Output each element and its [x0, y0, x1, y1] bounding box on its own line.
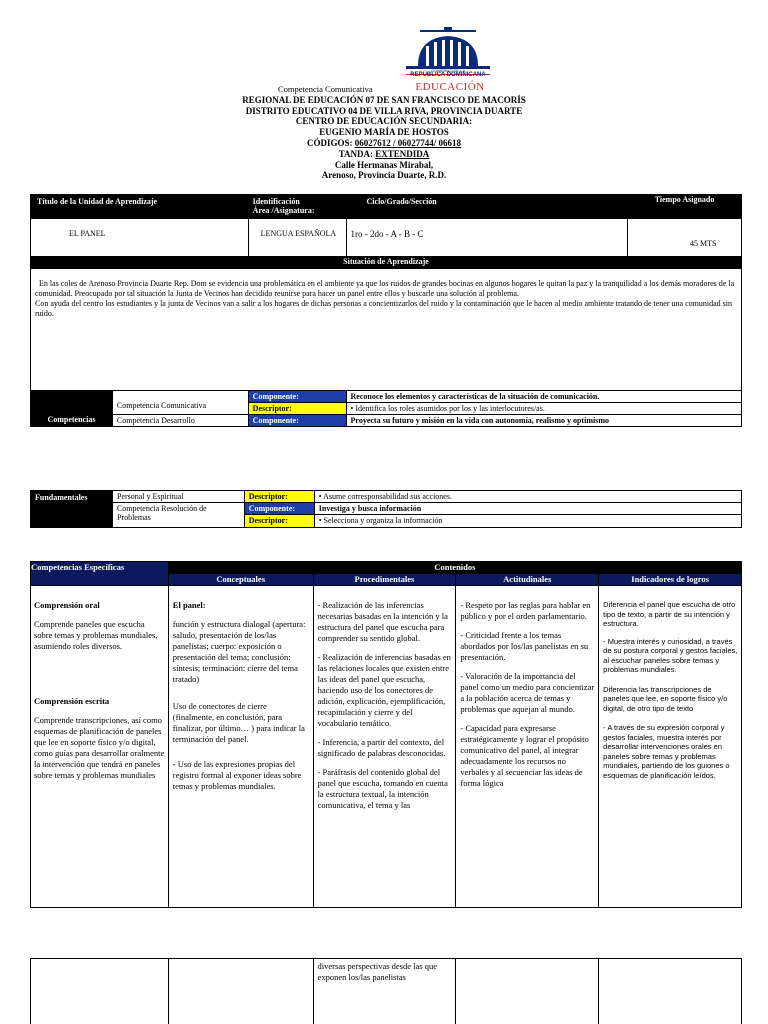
competencias-c1: Competencia Comunicativa: [112, 391, 248, 415]
esp-escrita-text: Comprende transcripciones, así como esquemas de planificación de paneles que lee en soporte físico y/o digital, como guías para desarrollar oralmente la intervención que tendrá en paneles sobre temas y problemas mundiales: [34, 715, 165, 780]
act-p2: - Criticidad frente a los temas abordados por los/las panelistas en su presentación.: [460, 630, 589, 662]
esp-title-escrita: Comprensión escrita: [34, 696, 110, 706]
cont-especificas: [31, 959, 169, 1024]
comp-row3: Proyecta su futuro y misión en la vida con autonomía, realismo y optimismo: [346, 415, 741, 427]
unit-title: EL PANEL: [31, 219, 249, 257]
pro-p4: - Paráfrasis del contenido global del panel que escucha, tomando en cuenta la estructura textual, la intención comunicativa, el tema y las: [317, 767, 448, 810]
unit-table: [30, 194, 742, 427]
conceptuales-cell: [168, 586, 313, 908]
logo-ministry: EDUCACIÓN: [415, 81, 485, 93]
fund-desc-label-2: Descriptor:: [244, 515, 314, 528]
header-actitudinales: Actitudinales: [456, 574, 599, 586]
esp-title-oral: Comprensión oral: [34, 600, 100, 610]
header-distrito: DISTRITO EDUCATIVO 04 DE VILLA RIVA, PROVINCIA DUARTE: [245, 105, 523, 116]
header-centro: CENTRO DE EDUCACIÓN SECUNDARIA:: [295, 116, 473, 127]
cont-indicadores: [599, 959, 742, 1024]
procedimentales-cell: [313, 586, 456, 908]
fundamentales-c1: Personal y Espiritual: [112, 491, 244, 503]
situacion-body: [31, 269, 742, 391]
continuation-table: [30, 958, 742, 1024]
cont-procedimentales: diversas perspectivas desde las que exponen los/las panelistas: [313, 959, 456, 1024]
header-tiempo: Tiempo Asignado: [628, 195, 742, 219]
situacion-header: Situación de Aprendizaje: [31, 257, 742, 269]
fund-comp-label: Componente:: [244, 503, 314, 515]
con-title: El panel:: [172, 600, 206, 610]
contenidos-table: [30, 561, 742, 908]
fund-row3: • Selecciona y organiza la información: [314, 515, 741, 528]
header-identification: Identificación Área /Asignatura:: [248, 195, 346, 219]
comp-row1: Reconoce los elementos y características de la situación de comunicación.: [346, 391, 741, 403]
fund-row2: Investiga y busca información: [314, 503, 741, 515]
header-conceptuales: Conceptuales: [168, 574, 313, 586]
unit-ciclo: 1ro - 2do - A - B - C: [346, 219, 628, 257]
act-p1: - Respeto por las reglas para hablar en público y por el orden parlamentario.: [460, 600, 591, 621]
header-street: Calle Hermanas Mirabal,: [334, 159, 434, 170]
competencias-label: Competencias: [31, 391, 113, 427]
ind-p1: Diferencia el panel que escucha de otro tipo de texto, a partir de su intención y estructura.: [603, 600, 736, 628]
unit-tiempo: 45 MTS: [628, 219, 742, 257]
comp-row2: • Identifica los roles asumidos por los y las interlocutores/as.: [346, 403, 741, 415]
header-regional: REGIONAL DE EDUCACIÓN 07 DE SAN FRANCISCO DE MACORÍS: [242, 94, 526, 105]
header-contenidos: Contenidos: [168, 562, 741, 574]
pro-p2: - Realización de inferencias basadas en las relaciones locales que existen entre las ideas del panel que escucha, haciendo uso de los conectores de adición, explicación, ejemplificación, recapitulación y cierre y del vocabulario temático.: [317, 652, 451, 728]
header-procedimentales: Procedimentales: [313, 574, 456, 586]
comp-label-2: Componente:: [248, 415, 346, 427]
pro-p3: - Inferencia, a partir del contexto, del significado de palabras desconocidas.: [317, 737, 446, 758]
header-unit-title: Título de la Unidad de Aprendizaje: [31, 195, 249, 219]
comp-label-1: Componente:: [248, 391, 346, 403]
fundamentales-table: [30, 490, 742, 528]
fund-row1: • Asume corresponsabilidad sus acciones.: [314, 491, 741, 503]
pro-p1: - Realización de las inferencias necesarias basadas en la intención y la estructura del panel que escucha para comprender su sentido global.: [317, 600, 448, 643]
logo-country: REPÚBLICA DOMINICANA: [410, 72, 486, 78]
header-tanda: TANDA: EXTENDIDA: [338, 148, 430, 159]
desc-label-1: Descriptor:: [248, 403, 346, 415]
fundamentales-label: Fundamentales: [31, 491, 113, 528]
act-p3: - Valoración de la importancia del panel como un medio para concientizar a la población acerca de temas y problemas que aquejan al mundo.: [460, 671, 595, 714]
act-p4: - Capacidad para expresarse estratégicamente y lograr el propósito comunicativo del panel, al integrar adecuadamente los recursos no verbales y al secuenciar las ideas de forma lógica: [460, 723, 589, 788]
header-line0: Competencia Comunicativa: [278, 84, 373, 94]
con-p3: - Uso de las expresiones propias del registro formal al exponer ideas sobre temas y problemas mundiales.: [172, 759, 302, 791]
logo-top-text: GOBIERNO DE LA: [430, 68, 466, 73]
actitudinales-cell: [456, 586, 599, 908]
con-p2: Uso de conectores de cierre (finalmente, en conclusión, para finalizar, por último… ) para indicar la terminación del panel.: [172, 701, 305, 744]
unit-area: LENGUA ESPAÑOLA: [248, 219, 346, 257]
fundamentales-c2: Competencia Resolución de Problemas: [112, 503, 244, 528]
especificas-cell: [31, 586, 169, 908]
situacion-p2: Con ayuda del centro los estudiantes y la junta de Vecinos van a salir a los hogares de dichas personas a concientizarlos del ruido y la contaminación que le hacen al medio ambiente tratando de tener una comunidad sin ruido.: [35, 299, 732, 318]
header-codes: CÓDIGOS: 06027612 / 06027744/ 06618: [306, 137, 462, 148]
ind-p2: - Muestra interés y curiosidad, a través de su postura corporal y gestos faciales, al escuchar paneles sobre temas y problemas mundiales.: [603, 636, 738, 674]
header-especificas: Competencias Específicas: [31, 562, 169, 586]
esp-oral-text: Comprende paneles que escucha sobre temas y problemas mundiales, asumiendo roles diversos.: [34, 619, 158, 651]
situacion-p1: En las coles de Arenoso Provincia Duarte Rep. Dom se evidencia una problemática en el ambiente ya que los ruidos de grandes bocinas en algunos hogares le quitan la paz y la tranquilidad a los demás moradores de la comunidad. Preocupado por tal situación la Junta de Vecinos han decidido reunirse para hacer un panel entre ellos y buscarle una solución al problema.: [35, 279, 735, 298]
cont-actitudinales: [456, 959, 599, 1024]
ind-p4: - A través de su expresión corporal y gestos faciales, muestra interés por desarrollar intervenciones orales en paneles sobre temas y problemas mundiales, partiendo de los guiones o esquemas de planificación leídos.: [603, 723, 730, 780]
indicadores-cell: [599, 586, 742, 908]
competencias-c2: Competencia Desarrollo: [112, 415, 248, 427]
ind-p3: Diferencia las transcripciones de paneles que lee, en soporte físico y/o digital, de otro tipo de texto: [603, 684, 728, 713]
fund-desc-label-1: Descriptor:: [244, 491, 314, 503]
con-p1: función y estructura dialogal (apertura: saludo, presentación de los/las panelistas; cuerpo: exposición o presentación del tema; conclusión: síntesis; terminación: cierre del tema tratado): [172, 619, 306, 684]
cont-conceptuales: [168, 959, 313, 1024]
header-city: Arenoso, Provincia Duarte, R.D.: [321, 170, 447, 181]
school-header: [0, 84, 768, 181]
header-school-name: EUGENIO MARÍA DE HOSTOS: [319, 127, 449, 138]
header-indicadores: Indicadores de logros: [599, 574, 742, 586]
header-ciclo: Ciclo/Grado/Sección: [346, 195, 628, 219]
